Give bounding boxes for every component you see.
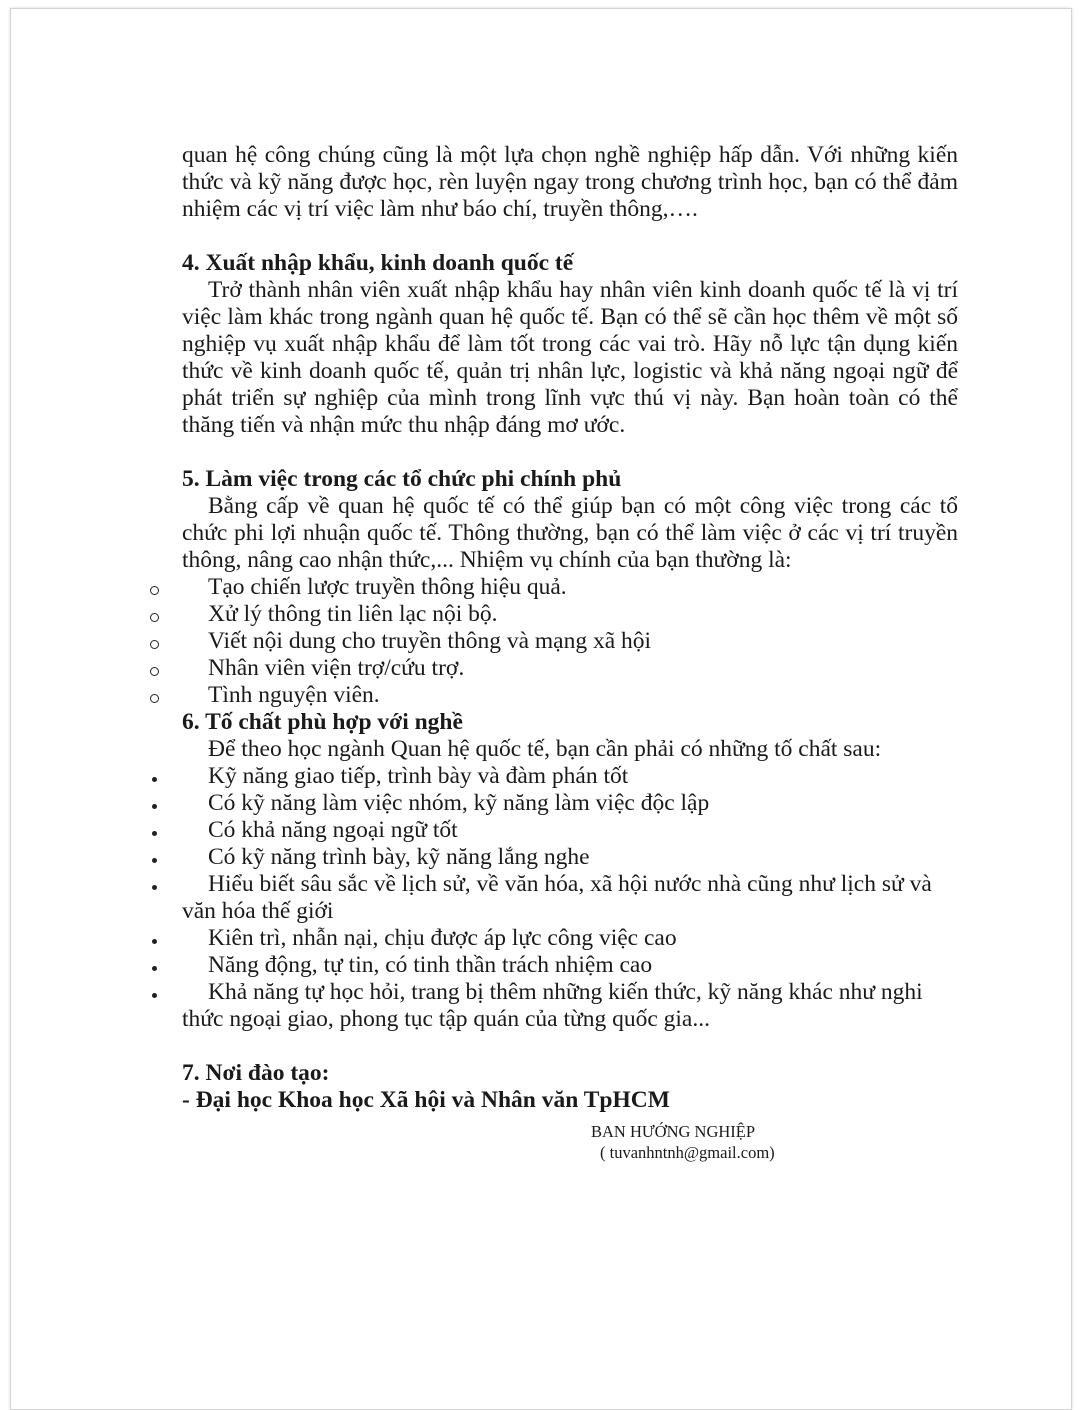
section4-paragraph: Trở thành nhân viên xuất nhập khẩu hay nhân viên kinh doanh quốc tế là vị trí việc làm khác trong ngành quan hệ quốc tế. Bạn có thể sẽ cần học thêm về một số nghiệp vụ xuất nhập khẩu để làm tốt trong các vai trò. Hãy nỗ lực tận dụng kiến thức về kinh doanh quốc tế, quản trị nhân lực, logistic và khả năng ngoại ngữ để phát triển sự nghiệp của mình trong lĩnh vực thú vị này. Bạn hoàn toàn có thể thăng tiến và nhận mức thu nhập đáng mơ ước. (182, 277, 958, 438)
list-item: Tình nguyện viên. (182, 682, 958, 709)
bullet-icon (152, 858, 157, 863)
bullet-icon (152, 885, 157, 890)
list-item: Hiểu biết sâu sắc về lịch sử, về văn hóa, xã hội nước nhà cũng như lịch sử và văn hóa thế giới (182, 871, 958, 925)
circle-bullet-icon (150, 667, 159, 676)
spacer (182, 223, 958, 250)
list-item: Có kỹ năng trình bày, kỹ năng lắng nghe (182, 844, 958, 871)
section6-heading: 6. Tố chất phù hợp với nghề (182, 709, 463, 735)
document-page (10, 8, 1072, 1410)
spacer (182, 439, 958, 466)
contact-email: ( tuvanhntnh@gmail.com) (600, 1143, 775, 1162)
bullet-icon (152, 831, 157, 836)
signature-block (591, 1121, 775, 1163)
bullet-icon (152, 939, 157, 944)
list-item: Kỹ năng giao tiếp, trình bày và đàm phán tốt (182, 763, 958, 790)
circle-bullet-icon (150, 613, 159, 622)
section6-intro: Để theo học ngành Quan hệ quốc tế, bạn cần phải có những tố chất sau: (208, 736, 882, 762)
section5-list (182, 574, 958, 709)
list-item: Có kỹ năng làm việc nhóm, kỹ năng làm việc độc lập (182, 790, 958, 817)
spacer (182, 1033, 958, 1060)
bullet-icon (152, 804, 157, 809)
section7-heading: 7. Nơi đào tạo: (182, 1060, 330, 1086)
list-item: Xử lý thông tin liên lạc nội bộ. (182, 601, 958, 628)
training-school: - Đại học Khoa học Xã hội và Nhân văn TpHCM (182, 1087, 670, 1113)
circle-bullet-icon (150, 694, 159, 703)
section5-heading: 5. Làm việc trong các tổ chức phi chính phủ (182, 466, 622, 492)
bullet-icon (152, 966, 157, 971)
section3-paragraph: quan hệ công chúng cũng là một lựa chọn nghề nghiệp hấp dẫn. Với những kiến thức và kỹ năng được học, rèn luyện ngay trong chương trình học, bạn có thể đảm nhiệm các vị trí việc làm như báo chí, truyền thông,…. (182, 142, 958, 222)
list-item: Kiên trì, nhẫn nại, chịu được áp lực công việc cao (182, 925, 958, 952)
list-item: Viết nội dung cho truyền thông và mạng xã hội (182, 628, 958, 655)
bullet-icon (152, 777, 157, 782)
section6-list (182, 763, 958, 1033)
section5-paragraph: Bằng cấp về quan hệ quốc tế có thể giúp bạn có một công việc trong các tổ chức phi lợi nhuận quốc tế. Thông thường, bạn có thể làm việc ở các vị trí truyền thông, nâng cao nhận thức,... Nhiệm vụ chính của bạn thường là: (182, 493, 958, 573)
org-name: BAN HƯỚNG NGHIỆP (591, 1122, 756, 1141)
list-item: Khả năng tự học hỏi, trang bị thêm những kiến thức, kỹ năng khác như nghi thức ngoại giao, phong tục tập quán của từng quốc gia... (182, 979, 958, 1033)
circle-bullet-icon (150, 586, 159, 595)
list-item: Năng động, tự tin, có tinh thần trách nhiệm cao (182, 952, 958, 979)
list-item: Có khả năng ngoại ngữ tốt (182, 817, 958, 844)
bullet-icon (152, 993, 157, 998)
list-item: Nhân viên viện trợ/cứu trợ. (182, 655, 958, 682)
section4-heading: 4. Xuất nhập khẩu, kinh doanh quốc tế (182, 250, 574, 276)
list-item: Tạo chiến lược truyền thông hiệu quả. (182, 574, 958, 601)
document-body (182, 142, 958, 1114)
circle-bullet-icon (150, 640, 159, 649)
